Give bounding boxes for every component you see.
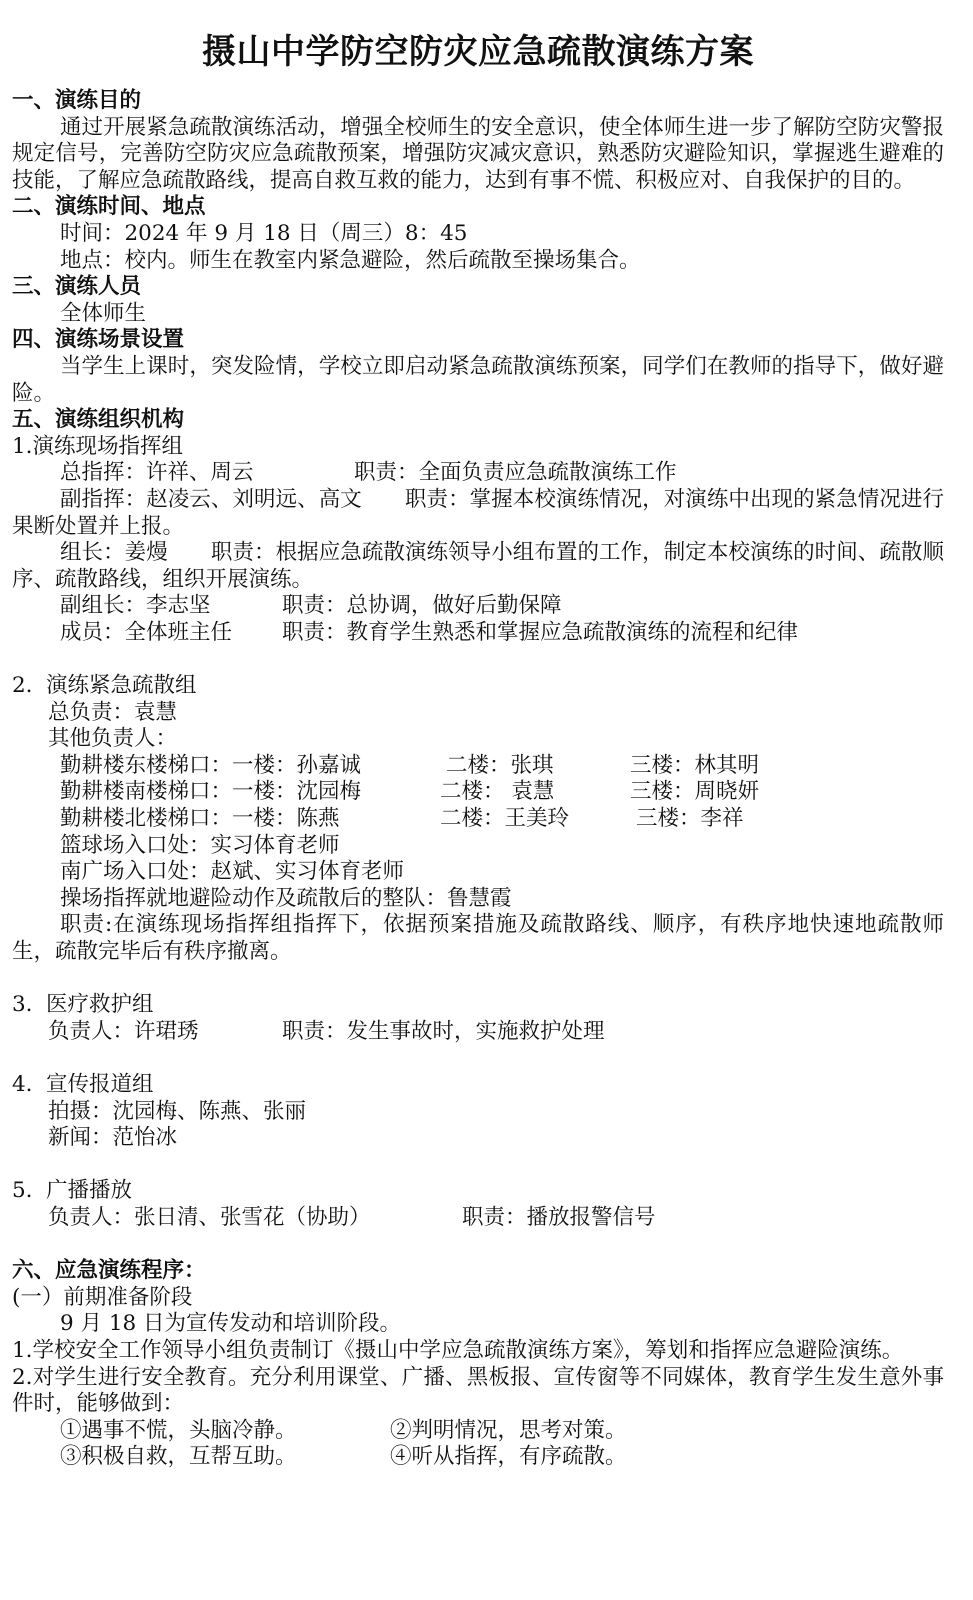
scenario-paragraph: 当学生上课时，突发险情，学校立即启动紧急疏散演练预案，同学们在教师的指导下，做好避险。 (12, 353, 944, 406)
broadcast-duty: 职责：播放报警信号 (462, 1204, 656, 1230)
group-evacuation-title (12, 673, 944, 700)
procedure-item-2: 2.对学生进行安全教育。充分利用课堂、广播、黑板报、宣传窗等不同媒体，教育学生发生意外事件时，能够做到： (12, 1364, 944, 1417)
group-broadcast-number: 5. (12, 1178, 33, 1204)
section-heading-time-place: 二、演练时间、地点 (12, 194, 206, 220)
document-page (12, 30, 944, 1471)
drill-place: 地点：校内。师生在教室内紧急避险，然后疏散至操场集合。 (60, 247, 641, 273)
stairs-north-floor3: 三楼：李祥 (636, 806, 744, 832)
document-title: 摄山中学防空防灾应急疏散演练方案 (202, 32, 754, 72)
preparation-date: 9 月 18 日为宣传发动和培训阶段。 (60, 1311, 402, 1337)
members-duty: 职责：教育学生熟悉和掌握应急疏散演练的流程和纪律 (282, 619, 799, 645)
stairs-south-row (12, 779, 944, 806)
stairs-north-row (12, 806, 944, 833)
group-publicity-label: 宣传报道组 (46, 1071, 154, 1097)
medical-row (12, 1019, 944, 1046)
group-medical-title (12, 992, 944, 1019)
medical-name: 负责人：许珺琇 (48, 1018, 199, 1044)
group-command-title: 1.演练现场指挥组 (12, 433, 184, 459)
section-heading-procedure: 六、应急演练程序： (12, 1258, 206, 1284)
drill-time: 时间：2024 年 9 月 18 日（周三）8：45 (60, 220, 468, 246)
stairs-south-floor2: 二楼： 袁慧 (440, 779, 555, 805)
evacuation-lead: 总负责：袁慧 (48, 699, 178, 725)
publicity-photo: 拍摄：沈园梅、陈燕、张丽 (48, 1098, 307, 1124)
purpose-paragraph: 通过开展紧急疏散演练活动，增强全校师生的安全意识，使全体师生进一步了解防空防灾警报规定信号，完善防空防灾应急疏散预案，增强防灾减灾意识，熟悉防灾避险知识，掌握逃生避难的技能，了解应急疏散路线，提高自救互救的能力，达到有事不慌、积极应对、自我保护的目的。 (12, 114, 944, 193)
group-broadcast-title (12, 1178, 944, 1205)
deputy-leader-name: 副组长：李志坚 (60, 593, 211, 619)
group-leader-row: 组长：姜熳 职责：根据应急疏散演练领导小组布置的工作，制定本校演练的时间、疏散顺序、疏散路线，组织开展演练。 (12, 540, 944, 592)
commander-duty: 职责：全面负责应急疏散演练工作 (354, 460, 677, 486)
group-publicity-number: 4. (12, 1071, 33, 1097)
personnel-text: 全体师生 (60, 300, 147, 326)
commander-row (12, 460, 944, 487)
phase-preparation: (一）前期准备阶段 (12, 1284, 193, 1310)
group-medical-label: 医疗救护组 (46, 992, 154, 1018)
field-commander: 操场指挥就地避险动作及疏散后的整队：鲁慧霞 (60, 885, 512, 911)
group-publicity-title (12, 1072, 944, 1099)
stairs-east-floor2: 二楼：张琪 (446, 752, 554, 778)
group-broadcast-label: 广播播放 (46, 1178, 133, 1204)
medical-duty: 职责：发生事故时，实施救护处理 (282, 1018, 605, 1044)
members-row (12, 620, 944, 647)
point-2: ②判明情况，思考对策。 (390, 1417, 627, 1443)
deputy-leader-duty: 职责：总协调，做好后勤保障 (282, 593, 562, 619)
group-medical-number: 3. (12, 992, 33, 1018)
members-name: 成员：全体班主任 (60, 619, 233, 645)
section-heading-personnel: 三、演练人员 (12, 274, 142, 300)
section-heading-purpose: 一、演练目的 (12, 88, 142, 113)
basketball-entrance: 篮球场入口处：实习体育老师 (60, 832, 340, 858)
points-row-2 (12, 1444, 944, 1471)
procedure-item-1: 1.学校安全工作领导小组负责制订《摄山中学应急疏散演练方案》，筹划和指挥应急避险演练。 (12, 1337, 904, 1363)
deputy-leader-row (12, 593, 944, 620)
point-4: ④听从指挥，有序疏散。 (390, 1444, 627, 1470)
stairs-south-floor1: 勤耕楼南楼梯口：一楼：沈园梅 (60, 779, 362, 805)
section-heading-organization: 五、演练组织机构 (12, 407, 185, 433)
stairs-north-floor1: 勤耕楼北楼梯口：一楼：陈燕 (60, 806, 340, 832)
stairs-east-floor3: 三楼：林其明 (630, 752, 760, 778)
broadcast-name: 负责人：张日清、张雪花（协助） (48, 1204, 371, 1230)
group-evacuation-number: 2. (12, 673, 33, 699)
deputy-commander-row: 副指挥：赵凌云、刘明远、高文 职责：掌握本校演练情况，对演练中出现的紧急情况进行果断处置并上报。 (12, 486, 944, 539)
section-heading-scenario: 四、演练场景设置 (12, 327, 185, 353)
broadcast-row (12, 1205, 944, 1232)
evacuation-others-label: 其他负责人： (48, 726, 178, 752)
points-row-1 (12, 1418, 944, 1445)
point-1: ①遇事不慌，头脑冷静。 (60, 1417, 297, 1443)
group-evacuation-label: 演练紧急疏散组 (46, 673, 197, 699)
evacuation-duty: 职责:在演练现场指挥组指挥下，依据预案措施及疏散路线、顺序，有秩序地快速地疏散师生，疏散完毕后有秩序撤离。 (12, 912, 944, 964)
commander-name: 总指挥：许祥、周云 (60, 460, 254, 486)
stairs-south-floor3: 三楼：周晓妍 (630, 779, 760, 805)
stairs-east-row (12, 753, 944, 780)
south-plaza-entrance: 南广场入口处：赵斌、实习体育老师 (60, 859, 405, 885)
publicity-news: 新闻：范怡冰 (48, 1125, 178, 1151)
point-3: ③积极自救，互帮互助。 (60, 1444, 297, 1470)
stairs-east-floor1: 勤耕楼东楼梯口：一楼：孙嘉诚 (60, 752, 362, 778)
stairs-north-floor2: 二楼：王美玲 (440, 806, 570, 832)
